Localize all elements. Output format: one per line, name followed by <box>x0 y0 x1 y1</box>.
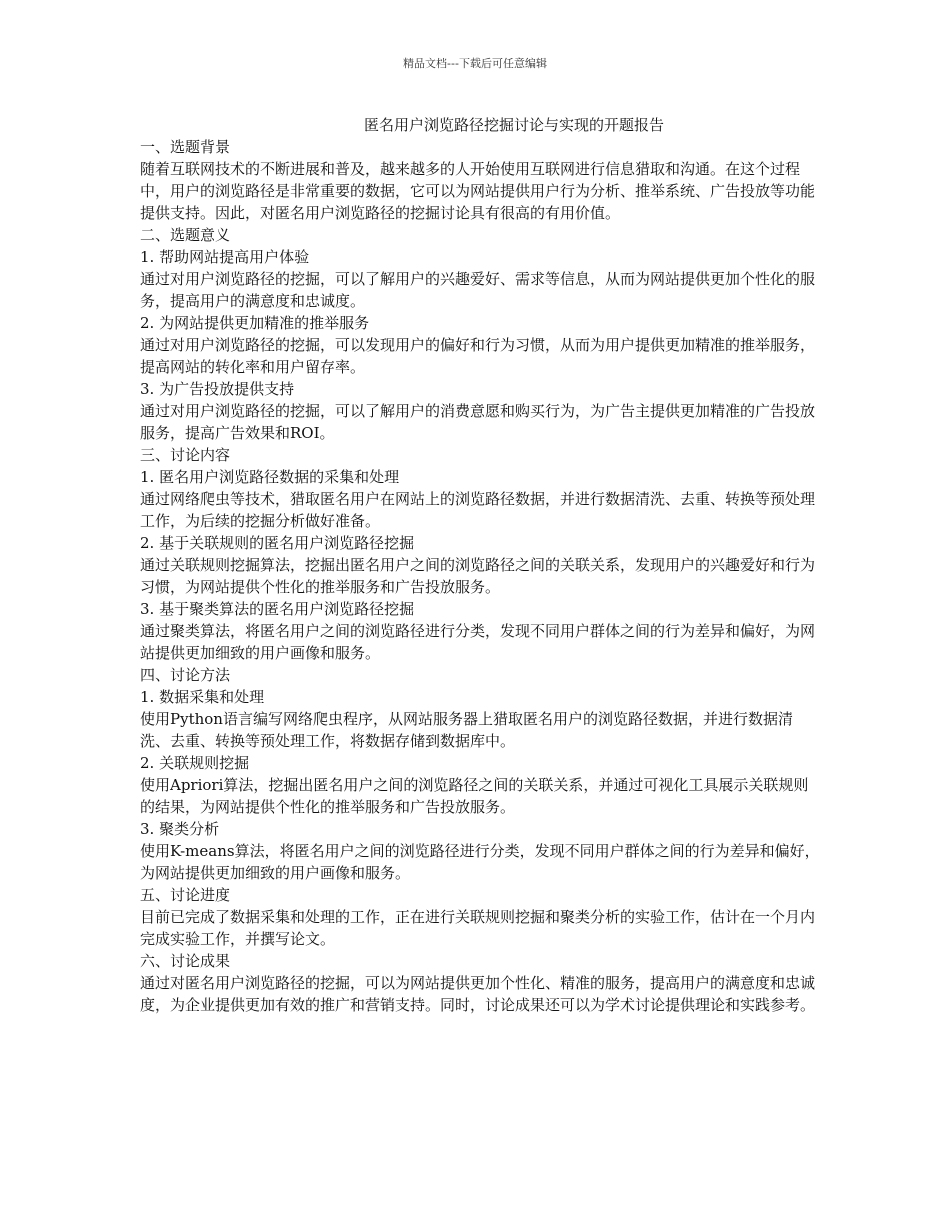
page-header: 精品文档---下载后可任意编辑 <box>403 57 547 70</box>
document-body <box>140 114 820 1016</box>
section-heading: 二、选题意义 <box>140 226 231 244</box>
subheading: 2. 为网站提供更加精准的推举服务 <box>140 314 370 332</box>
section-heading: 六、讨论成果 <box>140 952 231 970</box>
section-heading: 四、讨论方法 <box>140 666 231 684</box>
subheading: 2. 关联规则挖掘 <box>140 754 250 772</box>
subheading: 1. 数据采集和处理 <box>140 688 265 706</box>
paragraph: 通过对用户浏览路径的挖掘，可以了解用户的消费意愿和购买行为，为广告主提供更加精准的广告投放服务，提高广告效果和ROI。 <box>140 402 816 442</box>
paragraph: 使用K-means算法，将匿名用户之间的浏览路径进行分类，发现不同用户群体之间的行为差异和偏好，为网站提供更加细致的用户画像和服务。 <box>140 842 820 882</box>
subheading: 3. 聚类分析 <box>140 820 220 838</box>
document-title: 匿名用户浏览路径挖掘讨论与实现的开题报告 <box>364 116 665 134</box>
paragraph: 使用Apriori算法，挖掘出匿名用户之间的浏览路径之间的关联关系，并通过可视化工具展示关联规则的结果，为网站提供个性化的推举服务和广告投放服务。 <box>140 776 809 816</box>
paragraph: 随着互联网技术的不断进展和普及，越来越多的人开始使用互联网进行信息猎取和沟通。在这个过程中，用户的浏览路径是非常重要的数据，它可以为网站提供用户行为分析、推举系统、广告投放等功能提供支持。因此，对匿名用户浏览路径的挖掘讨论具有很高的有用价值。 <box>140 160 816 222</box>
subheading: 3. 基于聚类算法的匿名用户浏览路径挖掘 <box>140 600 415 618</box>
subheading: 2. 基于关联规则的匿名用户浏览路径挖掘 <box>140 534 415 552</box>
subheading: 1. 帮助网站提高用户体验 <box>140 248 310 266</box>
subheading: 3. 为广告投放提供支持 <box>140 380 295 398</box>
paragraph: 通过关联规则挖掘算法，挖掘出匿名用户之间的浏览路径之间的关联关系，发现用户的兴趣爱好和行为习惯，为网站提供个性化的推举服务和广告投放服务。 <box>140 556 816 596</box>
section-heading: 一、选题背景 <box>140 138 231 156</box>
paragraph: 通过对用户浏览路径的挖掘，可以发现用户的偏好和行为习惯，从而为用户提供更加精准的推举服务，提高网站的转化率和用户留存率。 <box>140 336 816 376</box>
section-heading: 三、讨论内容 <box>140 446 231 464</box>
paragraph: 目前已完成了数据采集和处理的工作，正在进行关联规则挖掘和聚类分析的实验工作，估计在一个月内完成实验工作，并撰写论文。 <box>140 908 816 948</box>
paragraph: 通过聚类算法，将匿名用户之间的浏览路径进行分类，发现不同用户群体之间的行为差异和偏好，为网站提供更加细致的用户画像和服务。 <box>140 622 816 662</box>
paragraph: 通过对匿名用户浏览路径的挖掘，可以为网站提供更加个性化、精准的服务，提高用户的满意度和忠诚度，为企业提供更加有效的推广和营销支持。同时，讨论成果还可以为学术讨论提供理论和实践参考。 <box>140 974 816 1014</box>
subheading: 1. 匿名用户浏览路径数据的采集和处理 <box>140 468 400 486</box>
paragraph: 通过网络爬虫等技术，猎取匿名用户在网站上的浏览路径数据，并进行数据清洗、去重、转换等预处理工作，为后续的挖掘分析做好准备。 <box>140 490 816 530</box>
paragraph: 使用Python语言编写网络爬虫程序，从网站服务器上猎取匿名用户的浏览路径数据，并进行数据清洗、去重、转换等预处理工作，将数据存储到数据库中。 <box>140 710 793 750</box>
section-heading: 五、讨论进度 <box>140 886 231 904</box>
paragraph: 通过对用户浏览路径的挖掘，可以了解用户的兴趣爱好、需求等信息，从而为网站提供更加个性化的服务，提高用户的满意度和忠诚度。 <box>140 270 816 310</box>
